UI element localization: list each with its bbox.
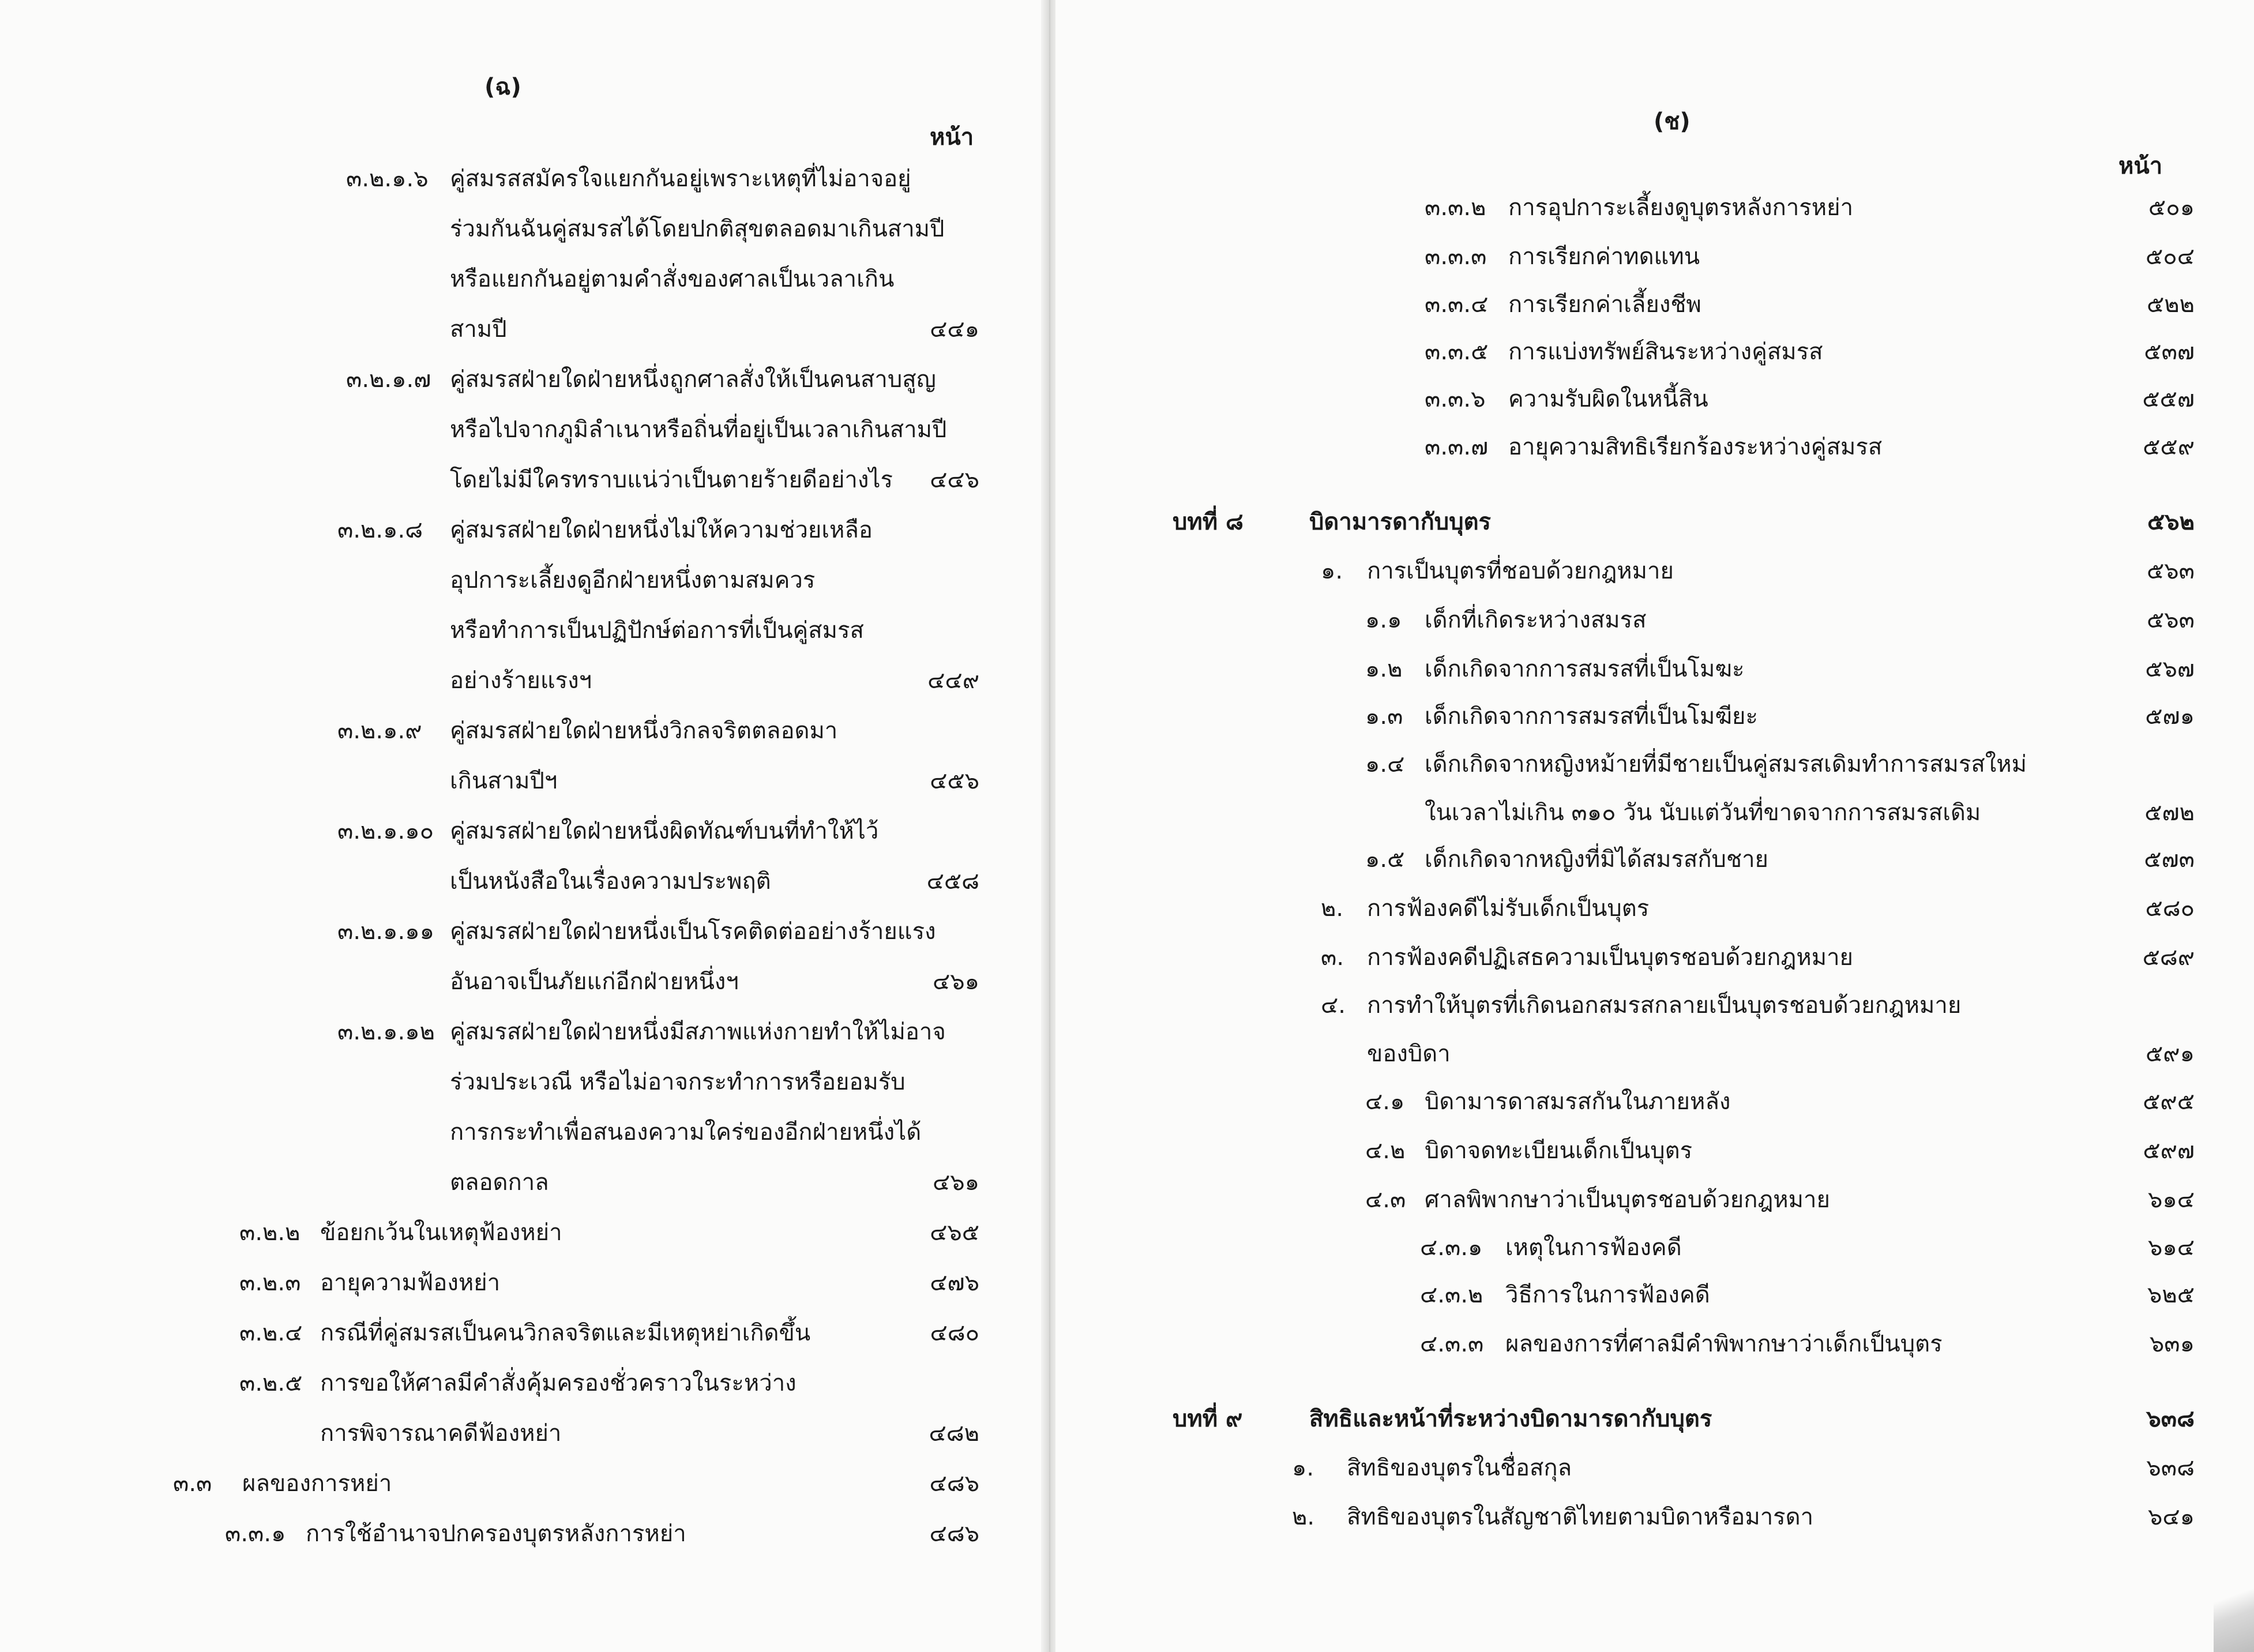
entry-number: ๔.๓.๒ — [1420, 1282, 1483, 1308]
entry-title: ในเวลาไม่เกิน ๓๑๐ วัน นับแต่วันที่ขาดจากการสมรสเดิม — [1425, 799, 1981, 826]
entry-page: ๔๕๘ — [926, 868, 979, 895]
entry-title: บิดามารดาสมรสกันในภายหลัง — [1425, 1088, 1731, 1115]
entry-number: ๑.๓ — [1365, 703, 1403, 730]
entry-number: ๔. — [1321, 992, 1346, 1019]
entry-title: เป็นหนังสือในเรื่องความประพฤติ — [450, 868, 771, 895]
entry-page: ๕๖๓ — [2146, 607, 2195, 633]
entry-page: ๔๘๖ — [929, 1520, 979, 1547]
entry-number: ๔.๑ — [1365, 1088, 1405, 1115]
entry-title: คู่สมรสสมัครใจแยกกันอยู่เพราะเหตุที่ไม่อาจอยู่ — [450, 166, 911, 192]
page-number-roman: (ช) — [1654, 108, 1690, 135]
entry-page: ๔๕๖ — [930, 768, 979, 794]
entry-title: ของบิดา — [1367, 1041, 1451, 1067]
entry-number: ๓.๓.๕ — [1425, 339, 1489, 365]
entry-title: หรือทำการเป็นปฏิปักษ์ต่อการที่เป็นคู่สมรส — [450, 617, 864, 644]
entry-page: ๖๓๑ — [2149, 1331, 2195, 1357]
entry-page: ๔๘๖ — [929, 1470, 979, 1497]
entry-title: กรณีที่คู่สมรสเป็นคนวิกลจริตและมีเหตุหย่าเกิดขึ้น — [320, 1320, 811, 1346]
entry-title: ตลอดกาล — [450, 1169, 549, 1196]
entry-number: ๔.๒ — [1365, 1137, 1406, 1164]
entry-page: ๔๖๑ — [932, 1169, 979, 1196]
entry-number: ๓.๒.๔ — [239, 1320, 303, 1346]
entry-title: คู่สมรสฝ่ายใดฝ่ายหนึ่งถูกศาลสั่งให้เป็นคนสาบสูญ — [450, 366, 936, 393]
entry-page: ๕๕๙ — [2143, 434, 2195, 460]
entry-number: ๓.๓.๖ — [1425, 386, 1486, 412]
entry-title: คู่สมรสฝ่ายใดฝ่ายหนึ่งเป็นโรคติดต่ออย่างร้ายแรง — [450, 918, 936, 945]
entry-title: บิดามารดากับบุตร — [1309, 509, 1492, 535]
entry-number: ๓.๒.๓ — [239, 1270, 301, 1296]
entry-page: ๕๙๕ — [2143, 1088, 2195, 1115]
entry-page: ๖๓๘ — [2146, 1455, 2195, 1481]
entry-page: ๕๗๒ — [2144, 799, 2195, 826]
entry-title: อย่างร้ายแรงฯ — [450, 667, 592, 694]
entry-title: บิดาจดทะเบียนเด็กเป็นบุตร — [1425, 1137, 1693, 1164]
entry-number: ๔.๓.๓ — [1420, 1331, 1484, 1357]
entry-page: ๕๗๑ — [2145, 703, 2195, 730]
entry-number: ๔.๓ — [1365, 1187, 1406, 1213]
entry-title: ร่วมประเวณี หรือไม่อาจกระทำการหรือยอมรับ — [450, 1069, 906, 1095]
entry-page: ๖๒๕ — [2147, 1282, 2195, 1308]
entry-title: คู่สมรสฝ่ายใดฝ่ายหนึ่งวิกลจริตตลอดมา — [450, 718, 838, 744]
entry-title: ผลของการหย่า — [242, 1470, 392, 1497]
entry-title: เหตุในการฟ้องคดี — [1505, 1234, 1682, 1261]
entry-page: ๕๐๔ — [2146, 243, 2195, 270]
entry-title: เด็กเกิดจากหญิงที่มิได้สมรสกับชาย — [1425, 846, 1768, 873]
entry-number: ๓.๒.๑.๑๑ — [337, 918, 435, 945]
entry-title: เกินสามปีฯ — [450, 768, 558, 794]
entry-title: เด็กเกิดจากการสมรสที่เป็นโมฆียะ — [1425, 703, 1758, 730]
entry-number: ๓.๒.๑.๙ — [337, 718, 422, 744]
entry-number: บทที่ ๘ — [1173, 509, 1244, 535]
entry-number: ๑. — [1292, 1455, 1314, 1481]
entry-title: การฟ้องคดีปฏิเสธความเป็นบุตรชอบด้วยกฎหมาย — [1367, 944, 1853, 971]
entry-title: อายุความฟ้องหย่า — [320, 1270, 501, 1296]
entry-title: ความรับผิดในหนี้สิน — [1508, 386, 1708, 412]
entry-page: ๖๑๔ — [2147, 1234, 2195, 1261]
entry-number: ๑. — [1321, 558, 1343, 584]
entry-number: บทที่ ๙ — [1173, 1406, 1243, 1432]
entry-title: หรือแยกกันอยู่ตามคำสั่งของศาลเป็นเวลาเกิน — [450, 266, 895, 292]
entry-page: ๖๔๑ — [2147, 1504, 2195, 1530]
entry-number: ๓.๒.๑.๗ — [346, 366, 431, 393]
page-curl — [2214, 1560, 2254, 1652]
entry-number: ๑.๑ — [1365, 607, 1402, 633]
entry-title: การทำให้บุตรที่เกิดนอกสมรสกลายเป็นบุตรชอบด้วยกฎหมาย — [1367, 992, 1962, 1019]
entry-page: ๔๔๖ — [930, 467, 979, 493]
entry-title: อันอาจเป็นภัยแก่อีกฝ่ายหนึ่งฯ — [450, 968, 739, 995]
entry-title: คู่สมรสฝ่ายใดฝ่ายหนึ่งไม่ให้ความช่วยเหลือ — [450, 517, 873, 543]
entry-title: การพิจารณาคดีฟ้องหย่า — [320, 1420, 562, 1447]
entry-title: วิธีการในการฟ้องคดี — [1505, 1282, 1710, 1308]
entry-title: เด็กที่เกิดระหว่างสมรส — [1425, 607, 1647, 633]
entry-page: ๔๘๒ — [929, 1420, 979, 1447]
entry-title: ศาลพิพากษาว่าเป็นบุตรชอบด้วยกฎหมาย — [1425, 1187, 1830, 1213]
page-column-label: หน้า — [2118, 153, 2163, 179]
entry-page: ๕๙๑ — [2146, 1041, 2195, 1067]
entry-title: สามปี — [450, 316, 507, 343]
entry-page: ๕๖๒ — [2147, 509, 2195, 535]
entry-page: ๕๒๒ — [2146, 291, 2195, 318]
entry-title: ร่วมกันฉันคู่สมรสได้โดยปกติสุขตลอดมาเกินสามปี — [450, 216, 945, 242]
entry-title: การอุปการะเลี้ยงดูบุตรหลังการหย่า — [1508, 194, 1854, 221]
entry-number: ๑.๒ — [1365, 656, 1403, 682]
entry-title: โดยไม่มีใครทราบแน่ว่าเป็นตายร้ายดีอย่างไร — [450, 467, 893, 493]
entry-page: ๔๔๑ — [930, 316, 979, 343]
entry-title: สิทธิของบุตรในสัญชาติไทยตามบิดาหรือมารดา — [1347, 1504, 1814, 1530]
entry-page: ๕๐๑ — [2148, 194, 2195, 221]
entry-number: ๓.๓.๔ — [1425, 291, 1489, 318]
page-column-label: หน้า — [930, 124, 974, 151]
entry-page: ๔๖๕ — [930, 1219, 979, 1246]
entry-page: ๔๔๙ — [927, 667, 979, 694]
entry-number: ๓. — [1321, 944, 1344, 971]
entry-number: ๒. — [1321, 895, 1344, 922]
entry-page: ๔๖๑ — [932, 968, 979, 995]
entry-page: ๕๘๐ — [2145, 895, 2195, 922]
entry-number: ๓.๓.๓ — [1425, 243, 1487, 270]
entry-page: ๕๖๗ — [2145, 656, 2195, 682]
entry-page: ๕๙๗ — [2143, 1137, 2195, 1164]
entry-title: การเป็นบุตรที่ชอบด้วยกฎหมาย — [1367, 558, 1674, 584]
entry-number: ๓.๓ — [173, 1470, 212, 1497]
entry-title: การเรียกค่าเลี้ยงชีพ — [1508, 291, 1701, 318]
entry-page: ๕๕๗ — [2142, 386, 2195, 412]
entry-number: ๓.๓.๗ — [1425, 434, 1489, 460]
entry-number: ๓.๒.๑.๑๒ — [337, 1019, 435, 1045]
page-number-roman: (ฉ) — [484, 74, 521, 100]
entry-number: ๓.๒.๒ — [239, 1219, 300, 1246]
entry-number: ๓.๓.๑ — [225, 1520, 286, 1547]
entry-title: การใช้อำนาจปกครองบุตรหลังการหย่า — [306, 1520, 686, 1547]
entry-title: คู่สมรสฝ่ายใดฝ่ายหนึ่งผิดทัณฑ์บนที่ทำให้ไว้ — [450, 818, 879, 844]
entry-number: ๓.๒.๑.๑๐ — [337, 818, 434, 844]
entry-number: ๓.๒.๑.๘ — [337, 517, 423, 543]
entry-title: คู่สมรสฝ่ายใดฝ่ายหนึ่งมีสภาพแห่งกายทำให้ไม่อาจ — [450, 1019, 946, 1045]
entry-title: สิทธิของบุตรในชื่อสกุล — [1347, 1455, 1572, 1481]
entry-title: การฟ้องคดีไม่รับเด็กเป็นบุตร — [1367, 895, 1650, 922]
entry-number: ๓.๒.๑.๖ — [346, 166, 429, 192]
entry-page: ๕๘๙ — [2142, 944, 2195, 971]
entry-number: ๑.๔ — [1365, 751, 1405, 778]
entry-page: ๕๖๓ — [2146, 558, 2195, 584]
entry-title: อุปการะเลี้ยงดูอีกฝ่ายหนึ่งตามสมควร — [450, 567, 816, 594]
entry-page: ๖๓๘ — [2146, 1406, 2195, 1432]
entry-page: ๔๘๐ — [930, 1320, 979, 1346]
entry-title: การขอให้ศาลมีคำสั่งคุ้มครองชั่วคราวในระหว่าง — [320, 1370, 797, 1396]
entry-page: ๕๗๓ — [2144, 846, 2195, 873]
entry-number: ๔.๓.๑ — [1420, 1234, 1483, 1261]
entry-title: การเรียกค่าทดแทน — [1508, 243, 1700, 270]
entry-title: อายุความสิทธิเรียกร้องระหว่างคู่สมรส — [1508, 434, 1883, 460]
entry-page: ๔๗๖ — [930, 1270, 979, 1296]
entry-number: ๓.๒.๕ — [239, 1370, 303, 1396]
entry-number: ๒. — [1292, 1504, 1315, 1530]
entry-number: ๑.๕ — [1365, 846, 1405, 873]
entry-title: การแบ่งทรัพย์สินระหว่างคู่สมรส — [1508, 339, 1823, 365]
entry-number: ๓.๓.๒ — [1425, 194, 1486, 221]
entry-title: การกระทำเพื่อสนองความใคร่ของอีกฝ่ายหนึ่งได้ — [450, 1119, 922, 1146]
entry-title: ข้อยกเว้นในเหตุฟ้องหย่า — [320, 1219, 562, 1246]
entry-title: ผลของการที่ศาลมีคำพิพากษาว่าเด็กเป็นบุตร — [1505, 1331, 1943, 1357]
entry-page: ๖๑๔ — [2147, 1187, 2195, 1213]
entry-title: เด็กเกิดจากการสมรสที่เป็นโมฆะ — [1425, 656, 1745, 682]
entry-title: สิทธิและหน้าที่ระหว่างบิดามารดากับบุตร — [1309, 1406, 1712, 1432]
entry-title: หรือไปจากภูมิลำเนาหรือถิ่นที่อยู่เป็นเวลาเกินสามปี — [450, 416, 947, 443]
entry-title: เด็กเกิดจากหญิงหม้ายที่มีชายเป็นคู่สมรสเดิมทำการสมรสใหม่ — [1425, 751, 2027, 778]
entry-page: ๕๓๗ — [2144, 339, 2195, 365]
